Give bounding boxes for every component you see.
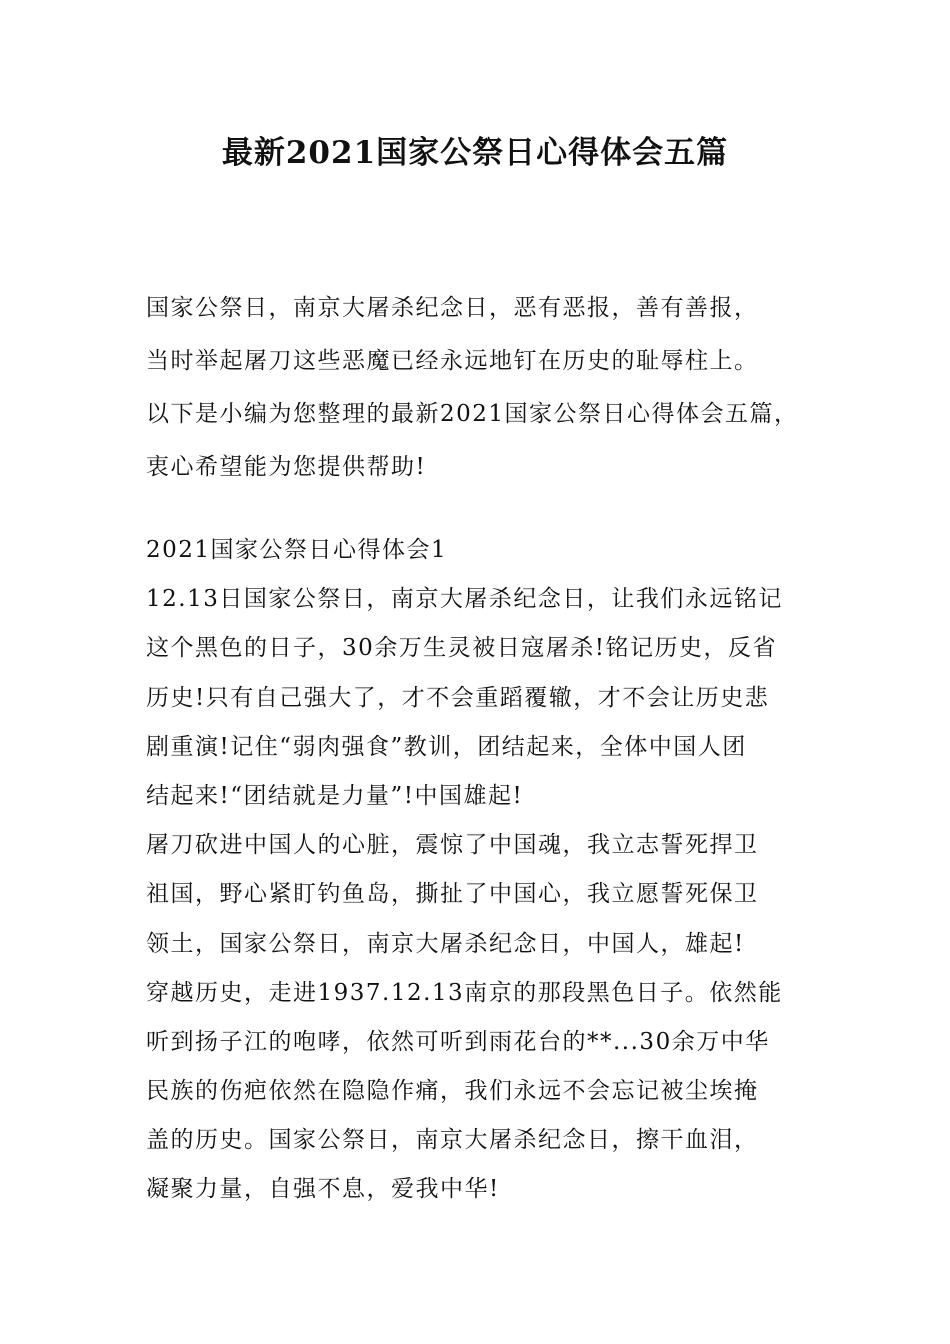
paragraph-line: 盖的历史。国家公祭日，南京大屠杀纪念日，擦干血泪， — [146, 1127, 759, 1154]
intro-line: 当时举起屠刀这些恶魔已经永远地钉在历史的耻辱柱上。 — [146, 348, 759, 374]
paragraph-line: 穿越历史，走进1937.12.13南京的那段黑色日子。依然能 — [146, 979, 783, 1006]
section-content — [146, 526, 826, 1215]
paragraph-3 — [146, 969, 826, 1215]
document-title: 最新2021国家公祭日心得体会五篇 — [221, 135, 729, 171]
paragraph-2 — [146, 821, 826, 969]
paragraph-line: 听到扬子江的咆哮，依然可听到雨花台的**...30余万中华 — [146, 1028, 770, 1055]
paragraph-line: 剧重演!记住“弱肉强食”教训，团结起来，全体中国人团 — [146, 733, 747, 760]
intro-paragraph — [146, 282, 826, 494]
paragraph-line: 民族的伤疤依然在隐隐作痛，我们永远不会忘记被尘埃掩 — [146, 1078, 759, 1105]
paragraph-line: 祖国，野心紧盯钓鱼岛，撕扯了中国心，我立愿誓死保卫 — [146, 881, 759, 908]
paragraph-line: 领土，国家公祭日，南京大屠杀纪念日，中国人，雄起! — [146, 930, 745, 957]
section-heading: 2021国家公祭日心得体会1 — [146, 537, 448, 563]
intro-line: 以下是小编为您整理的最新2021国家公祭日心得体会五篇， — [146, 401, 799, 427]
paragraph-line: 12.13日国家公祭日，南京大屠杀纪念日，让我们永远铭记 — [146, 586, 783, 613]
paragraph-1 — [146, 575, 826, 821]
paragraph-line: 屠刀砍进中国人的心脏，震惊了中国魂，我立志誓死捍卫 — [146, 832, 759, 859]
paragraph-line: 历史!只有自己强大了，才不会重蹈覆辙，才不会让历史悲 — [146, 684, 770, 711]
paragraph-line: 这个黑色的日子，30余万生灵被日寇屠杀!铭记历史，反省 — [146, 635, 778, 662]
intro-line: 国家公祭日，南京大屠杀纪念日，恶有恶报，善有善报， — [146, 295, 759, 321]
paragraph-line: 凝聚力量，自强不息，爱我中华! — [146, 1176, 500, 1203]
intro-line: 衷心希望能为您提供帮助! — [146, 454, 427, 480]
paragraph-line: 结起来!“团结就是力量”!中国雄起! — [146, 782, 524, 809]
